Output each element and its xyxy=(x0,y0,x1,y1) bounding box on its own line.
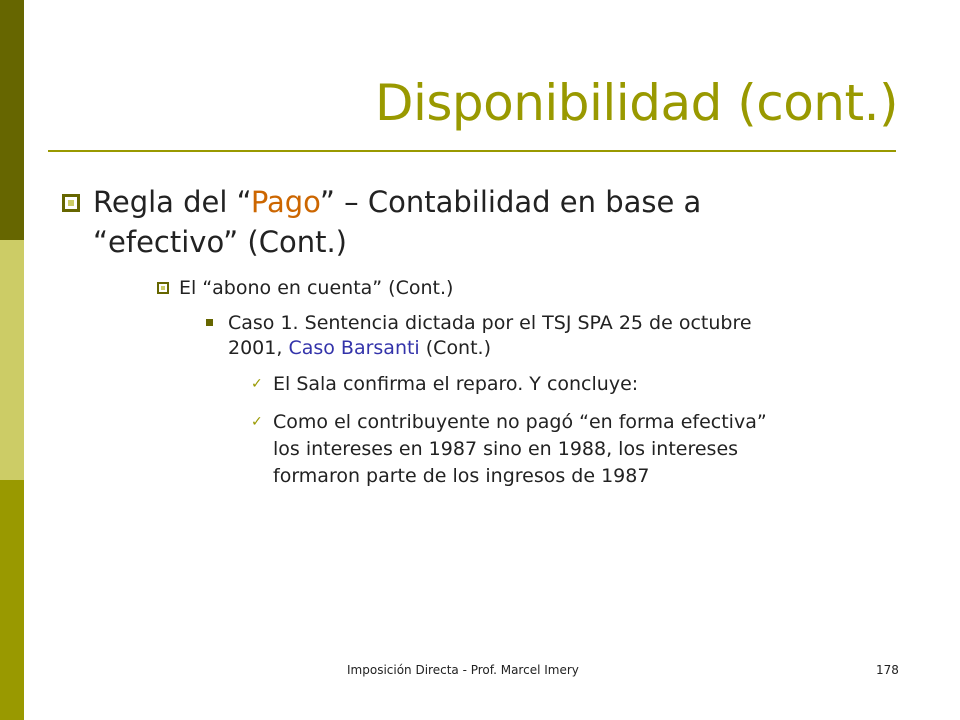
bullet-level4-second-line1: Como el contribuyente no pagó “en forma efectiva” xyxy=(273,411,767,433)
left-accent-bar-middle xyxy=(0,240,24,480)
left-accent-bar-bottom xyxy=(0,480,24,720)
bullet-text-suffix: ” – Contabilidad en base a xyxy=(319,185,702,219)
checkmark-icon: ✓ xyxy=(251,414,263,430)
bullet-level2: El “abono en cuenta” (Cont.) xyxy=(179,277,454,299)
bullet-level3-line1: Caso 1. Sentencia dictada por el TSJ SPA 25 de octubre xyxy=(228,312,752,334)
bullet-level1-line2: “efectivo” (Cont.) xyxy=(93,225,347,259)
bullet-level4-second-line2: los intereses en 1987 sino en 1988, los intereses xyxy=(273,438,739,460)
hollow-square-icon xyxy=(62,194,80,212)
bullet-text-prefix: Regla del “ xyxy=(93,185,251,219)
footer-text: Imposición Directa - Prof. Marcel Imery xyxy=(347,663,579,677)
bullet-level1-line1 xyxy=(93,182,701,222)
case-name-link: Caso Barsanti xyxy=(288,337,420,359)
title-divider xyxy=(48,150,896,152)
checkmark-icon: ✓ xyxy=(251,376,263,392)
hollow-square-icon xyxy=(157,282,169,294)
case-suffix-text: (Cont.) xyxy=(419,337,492,359)
slide-title: Disponibilidad (cont.) xyxy=(374,74,898,132)
highlight-pago: Pago xyxy=(250,185,320,219)
filled-square-icon xyxy=(206,319,213,326)
case-year-text: 2001, xyxy=(228,337,289,359)
bullet-level4-first: El Sala confirma el reparo. Y concluye: xyxy=(273,373,639,395)
page-number: 178 xyxy=(876,663,899,677)
left-accent-bar-top xyxy=(0,0,24,240)
bullet-level4-second-line3: formaron parte de los ingresos de 1987 xyxy=(273,465,650,487)
bullet-level3-line2 xyxy=(228,336,491,361)
